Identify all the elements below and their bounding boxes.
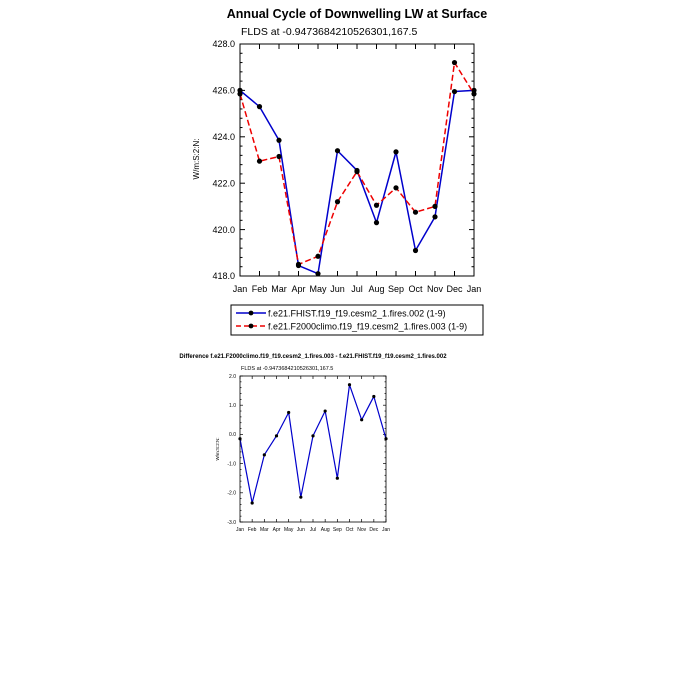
x-tick-label: Aug [320,527,330,533]
x-tick-label: Apr [272,527,281,533]
series-0-point [348,383,351,386]
series-0-point [287,411,290,414]
series-1-point [335,199,340,204]
x-tick-label: Feb [251,284,268,294]
chart1-ylabel: W/m:S:2:N: [192,138,201,180]
chart1-legend [231,305,483,335]
series-0-point [372,395,375,398]
y-tick-label: 418.0 [212,271,235,282]
series-0-point [324,409,327,412]
series-0-point [299,496,302,499]
series-0-point [275,434,278,437]
series-0-point [335,148,340,153]
chart2-ylabel: W/m:S:2:N: [215,437,220,461]
y-tick-label: 422.0 [212,178,235,189]
legend-label-fhist: f.e21.FHIST.f19_f19.cesm2_1.fires.002 (1-9) [268,308,446,319]
series-0-point [452,89,457,94]
series-1-point [296,262,301,267]
y-tick-label: -1.0 [227,461,236,468]
series-0-point [432,214,437,219]
series-1-point [315,254,320,259]
chart2-subtitle: FLDS at -0.9473684210526301,167.5 [241,366,334,372]
chart1-plot-frame [240,44,474,276]
series-1-point [374,203,379,208]
chart1-y-tick-labels [212,39,235,281]
x-tick-label: Jan [232,284,248,294]
y-tick-label: 428.0 [212,39,235,50]
y-tick-label: 0.0 [229,432,236,439]
y-tick-label: 426.0 [212,85,235,96]
x-tick-label: Jan [235,527,245,533]
series-0-point [360,418,363,421]
x-tick-label: Aug [368,284,385,294]
x-tick-label: Jan [466,284,482,294]
x-tick-label: Dec [369,527,379,533]
chart2-plot-frame [240,376,386,522]
x-tick-label: Nov [426,284,444,294]
series-line-0 [240,385,386,503]
series-1-point [393,185,398,190]
x-tick-label: Jun [296,527,305,533]
x-tick-label: Dec [446,284,463,294]
x-tick-label: Mar [260,527,269,533]
series-1-point [276,154,281,159]
legend-label-f2000climo: f.e21.F2000climo.f19_f19.cesm2_1.fires.003 (1-9) [268,321,468,332]
series-0-point [311,434,314,437]
chart1-ticks [240,44,474,276]
chart1-title: Annual Cycle of Downwelling LW at Surface [226,7,488,21]
chart2-series [238,383,387,504]
x-tick-label: Sep [332,527,342,533]
y-tick-label: -3.0 [227,519,236,526]
chart1-subtitle: FLDS at -0.9473684210526301,167.5 [241,26,418,38]
x-tick-label: Jun [330,284,345,294]
y-tick-label: 1.0 [229,402,236,409]
x-tick-label: Mar [271,284,287,294]
x-tick-label: May [309,284,327,294]
chart1-x-tick-labels [233,284,482,294]
legend-marker-fhist [249,311,254,316]
y-tick-label: -2.0 [227,490,236,497]
legend-marker-f2000climo [249,324,254,329]
x-tick-label: Feb [247,527,257,533]
chart1-series [237,60,476,276]
x-tick-label: Jul [351,284,363,294]
y-tick-label: 2.0 [229,373,236,380]
series-1-point [413,210,418,215]
series-0-point [374,220,379,225]
chart-annual-cycle [192,7,487,335]
x-tick-label: Jan [381,527,391,533]
x-tick-label: Sep [387,284,405,294]
x-tick-label: Oct [408,284,423,294]
y-tick-label: 424.0 [212,131,235,142]
x-tick-label: Nov [357,527,367,533]
x-tick-label: Jul [309,527,317,533]
chart2-x-tick-labels [236,527,390,533]
x-tick-label: Oct [345,527,354,533]
series-1-point [257,159,262,164]
y-tick-label: 420.0 [212,224,235,235]
series-0-point [263,453,266,456]
series-1-point [432,204,437,209]
series-0-point [251,501,254,504]
series-1-point [452,60,457,65]
series-0-point [257,104,262,109]
series-0-point [336,477,339,480]
chart2-y-tick-labels [227,374,236,526]
x-tick-label: Apr [291,284,306,294]
series-1-point [354,169,359,174]
series-0-point [393,149,398,154]
chart2-title: Difference f.e21.F2000climo.f19_f19.cesm2_1.fires.003 - f.e21.FHIST.f19_f19.cesm2_1.fires.002 [179,354,447,360]
series-0-point [276,138,281,143]
series-0-point [413,248,418,253]
chart2-ticks [240,376,386,522]
chart-difference [179,354,447,533]
x-tick-label: May [283,527,294,533]
series-line-1 [240,63,474,265]
